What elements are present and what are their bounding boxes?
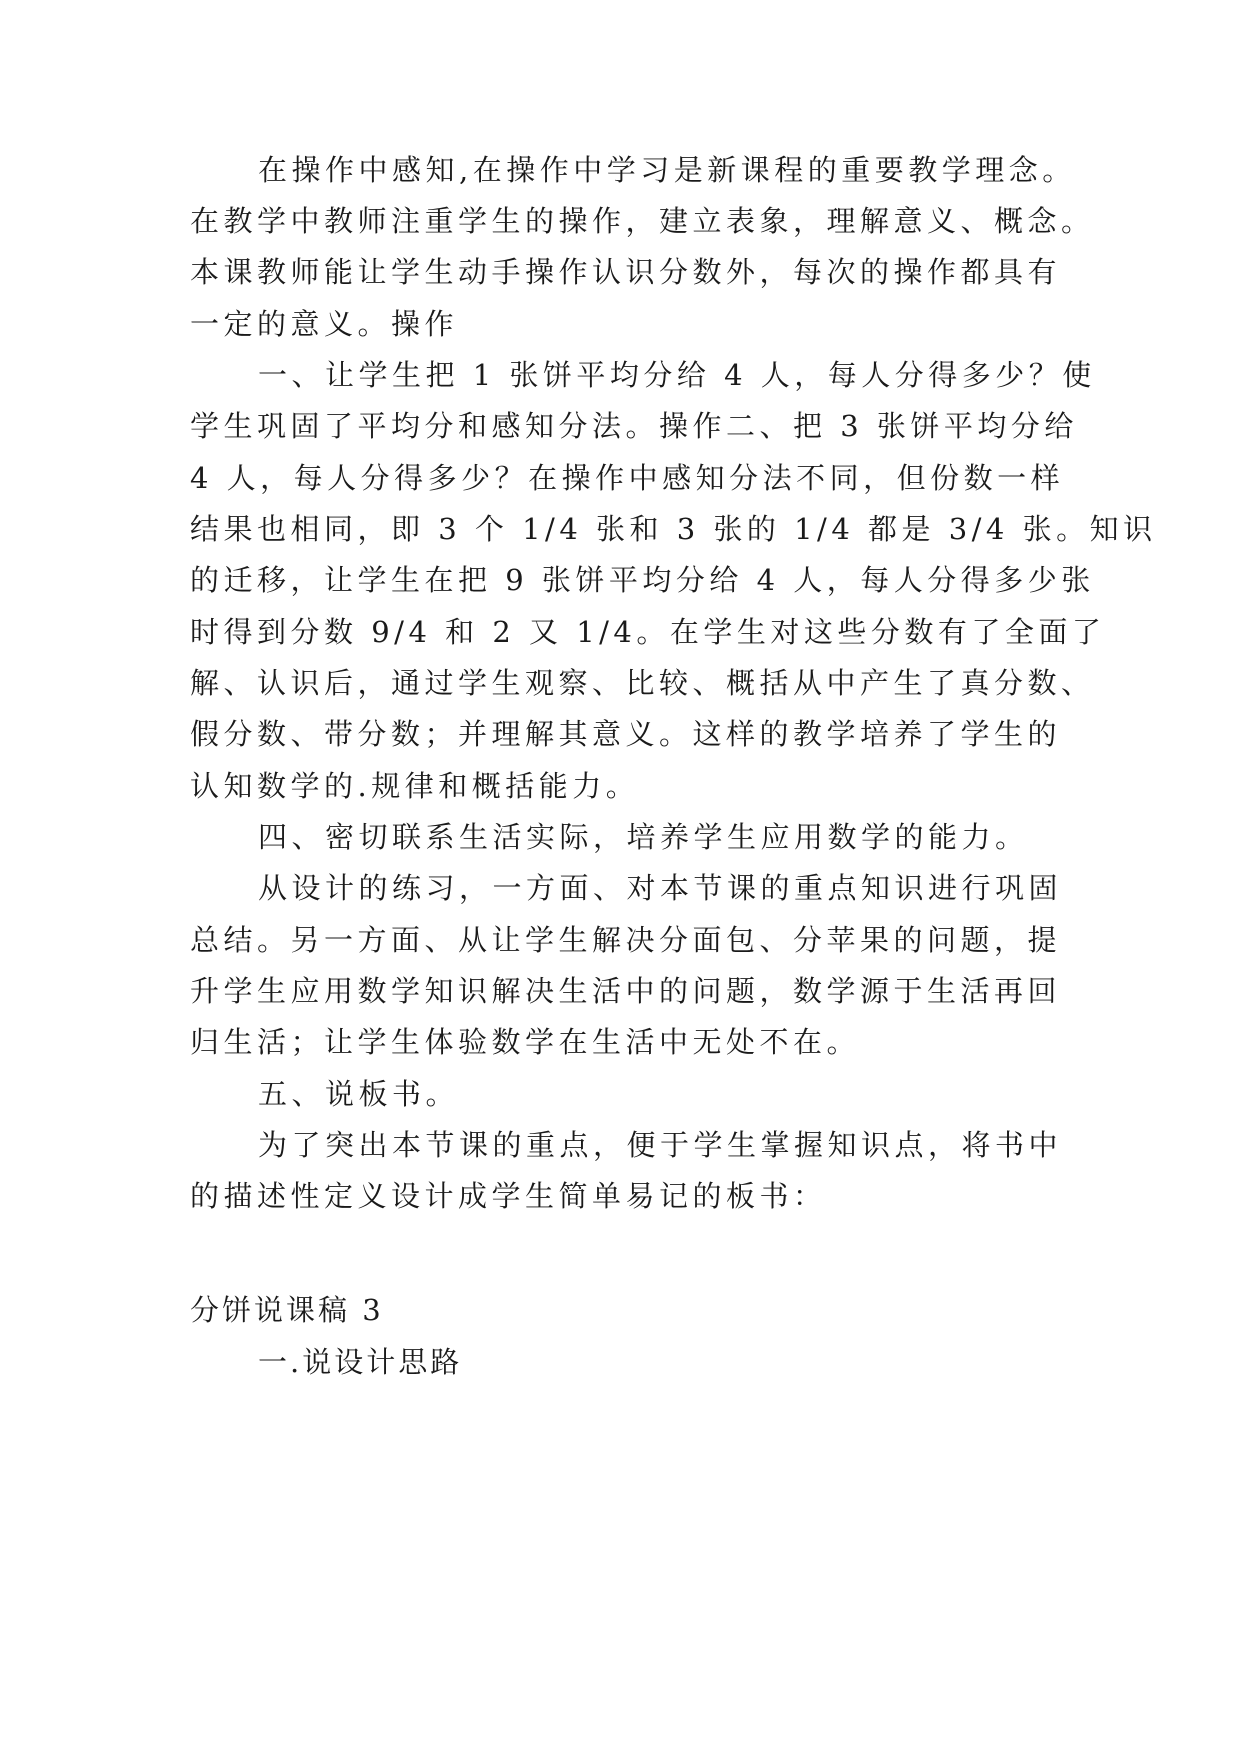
paragraph-line: 4 人，每人分得多少？在操作中感知分法不同，但份数一样 (190, 461, 1065, 495)
paragraph-line: 在教学中教师注重学生的操作，建立表象，理解意义、概念。 (190, 204, 1095, 238)
paragraph-line: 的迁移，让学生在把 9 张饼平均分给 4 人，每人分得多少张 (190, 563, 1095, 597)
paragraph-line: 五、说板书。 (258, 1077, 460, 1111)
paragraph-line: 为了突出本节课的重点，便于学生掌握知识点，将书中 (258, 1128, 1063, 1162)
paragraph-line: 时得到分数 9/4 和 2 又 1/4。在学生对这些分数有了全面了 (190, 615, 1106, 649)
paragraph-line: 结果也相同，即 3 个 1/4 张和 3 张的 1/4 都是 3/4 张。知识 (190, 512, 1157, 546)
subheading: 一.说设计思路 (258, 1345, 463, 1379)
paragraph-line: 四、密切联系生活实际，培养学生应用数学的能力。 (258, 820, 1029, 854)
paragraph-line: 的描述性定义设计成学生简单易记的板书： (190, 1179, 827, 1213)
paragraph-line: 归生活；让学生体验数学在生活中无处不在。 (190, 1025, 861, 1059)
paragraph-line: 学生巩固了平均分和感知分法。操作二、把 3 张饼平均分给 (190, 409, 1078, 443)
paragraph-line: 一、让学生把 1 张饼平均分给 4 人，每人分得多少？使 (258, 358, 1096, 392)
paragraph-line: 一定的意义。操作 (190, 307, 459, 341)
paragraph-line: 假分数、带分数；并理解其意义。这样的教学培养了学生的 (190, 717, 1062, 751)
paragraph-line: 本课教师能让学生动手操作认识分数外，每次的操作都具有 (190, 255, 1062, 289)
paragraph-line: 升学生应用数学知识解决生活中的问题，数学源于生活再回 (190, 974, 1062, 1008)
paragraph-line: 认知数学的.规律和概括能力。 (190, 769, 640, 803)
paragraph-line: 从设计的练习，一方面、对本节课的重点知识进行巩固 (258, 871, 1063, 905)
paragraph-line: 在操作中感知,在操作中学习是新课程的重要教学理念。 (258, 153, 1076, 187)
paragraph-line: 总结。另一方面、从让学生解决分面包、分苹果的问题，提 (190, 923, 1062, 957)
paragraph-line: 解、认识后，通过学生观察、比较、概括从中产生了真分数、 (190, 666, 1095, 700)
section-title: 分饼说课稿 3 (190, 1293, 384, 1327)
